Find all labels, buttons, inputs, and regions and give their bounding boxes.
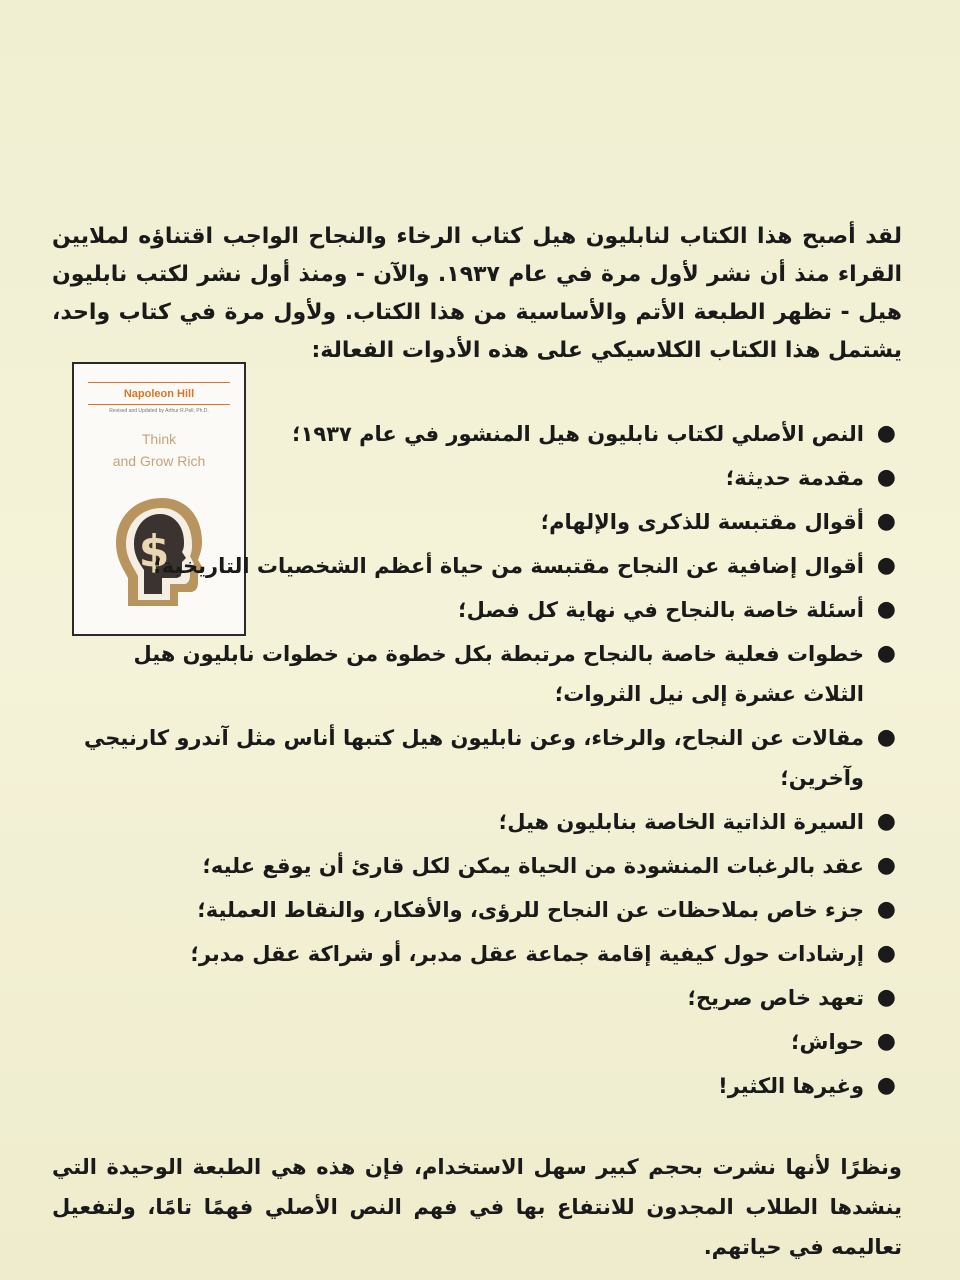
bullet-icon: ● <box>876 641 896 666</box>
bullet-icon: ● <box>876 941 896 966</box>
closing-paragraph: ونظرًا لأنها نشرت بحجم كبير سهل الاستخدام، فإن هذه هي الطبعة الوحيدة التي ينشدها الطلاب المجدون للانتفاع بها في فهم النص الأصلي فهمًا تامًا، ولتفعيل تعاليمه في حياتهم. <box>52 1155 902 1259</box>
bullet-icon: ● <box>876 853 896 878</box>
list-item-text: مقالات عن النجاح، والرخاء، وعن نابليون هيل كتبها أناس مثل آندرو كارنيجي وآخرين؛ <box>84 726 864 790</box>
list-item <box>82 890 902 930</box>
list-item <box>82 590 902 630</box>
bullet-icon: ● <box>876 509 896 534</box>
bullet-icon: ● <box>876 725 896 750</box>
intro-paragraph: لقد أصبح هذا الكتاب لنابليون هيل كتاب الرخاء والنجاح الواجب اقتناؤه لملايين القراء منذ أن نشر لأول مرة في عام ١٩٣٧. والآن - ومنذ أول نشر لكتب نابليون هيل - تظهر الطبعة الأتم والأساسية من هذا الكتاب. ولأول مرة في كتاب واحد، يشتمل هذا الكتاب الكلاسيكي على هذه الأدوات الفعالة: <box>52 224 903 363</box>
bullet-icon: ● <box>876 421 896 446</box>
features-list <box>82 414 902 1110</box>
list-item-text: النص الأصلي لكتاب نابليون هيل المنشور في عام ١٩٣٧؛ <box>292 422 864 446</box>
list-item <box>82 1022 902 1062</box>
list-item-text: إرشادات حول كيفية إقامة جماعة عقل مدبر، أو شراكة عقل مدبر؛ <box>190 942 864 966</box>
bullet-icon: ● <box>876 985 896 1010</box>
list-item <box>82 1066 902 1106</box>
list-item <box>82 978 902 1018</box>
bullet-icon: ● <box>876 465 896 490</box>
bullet-icon: ● <box>876 1073 896 1098</box>
cover-title-line2: and Grow Rich <box>112 453 206 469</box>
list-item-text: مقدمة حديثة؛ <box>725 466 864 490</box>
cover-title-line1: Think <box>141 431 177 447</box>
list-item-text: خطوات فعلية خاصة بالنجاح مرتبطة بكل خطوة من خطوات نابليون هيل الثلاث عشرة إلى نيل الثروات؛ <box>133 642 864 706</box>
list-item <box>82 502 902 542</box>
list-item <box>82 934 902 974</box>
list-item <box>82 414 902 454</box>
list-item-text: حواش؛ <box>791 1030 864 1054</box>
list-item <box>82 634 902 714</box>
list-item-text: أقوال مقتبسة للذكرى والإلهام؛ <box>540 510 864 534</box>
svg-text:$: $ <box>138 526 170 577</box>
list-item-text: السيرة الذاتية الخاصة بنابليون هيل؛ <box>498 810 864 834</box>
bullet-icon: ● <box>876 1029 896 1054</box>
list-item-text: جزء خاص بملاحظات عن النجاح للرؤى، والأفكار، والنقاط العملية؛ <box>197 898 864 922</box>
list-item-text: تعهد خاص صريح؛ <box>687 986 864 1010</box>
list-item <box>82 846 902 886</box>
list-item <box>82 718 902 798</box>
bullet-icon: ● <box>876 809 896 834</box>
list-item-text: وغيرها الكثير! <box>718 1074 864 1098</box>
bullet-icon: ● <box>876 597 896 622</box>
bullet-icon: ● <box>876 897 896 922</box>
cover-rule-bottom <box>88 404 230 405</box>
cover-subtitle: Revised and Updated by Arthur R.Pell, Ph.D. <box>109 408 209 414</box>
list-item-text: أقوال إضافية عن النجاح مقتبسة من حياة أعظم الشخصيات التاريخية؛ <box>153 554 864 578</box>
list-item-text: عقد بالرغبات المنشودة من الحياة يمكن لكل قارئ أن يوقع عليه؛ <box>202 854 864 878</box>
list-item <box>82 546 902 586</box>
bullet-icon: ● <box>876 553 896 578</box>
list-item-text: أسئلة خاصة بالنجاح في نهاية كل فصل؛ <box>458 598 864 622</box>
list-item <box>82 458 902 498</box>
cover-rule-top <box>88 382 230 383</box>
cover-author: Napoleon Hill <box>123 388 195 400</box>
list-item <box>82 802 902 842</box>
